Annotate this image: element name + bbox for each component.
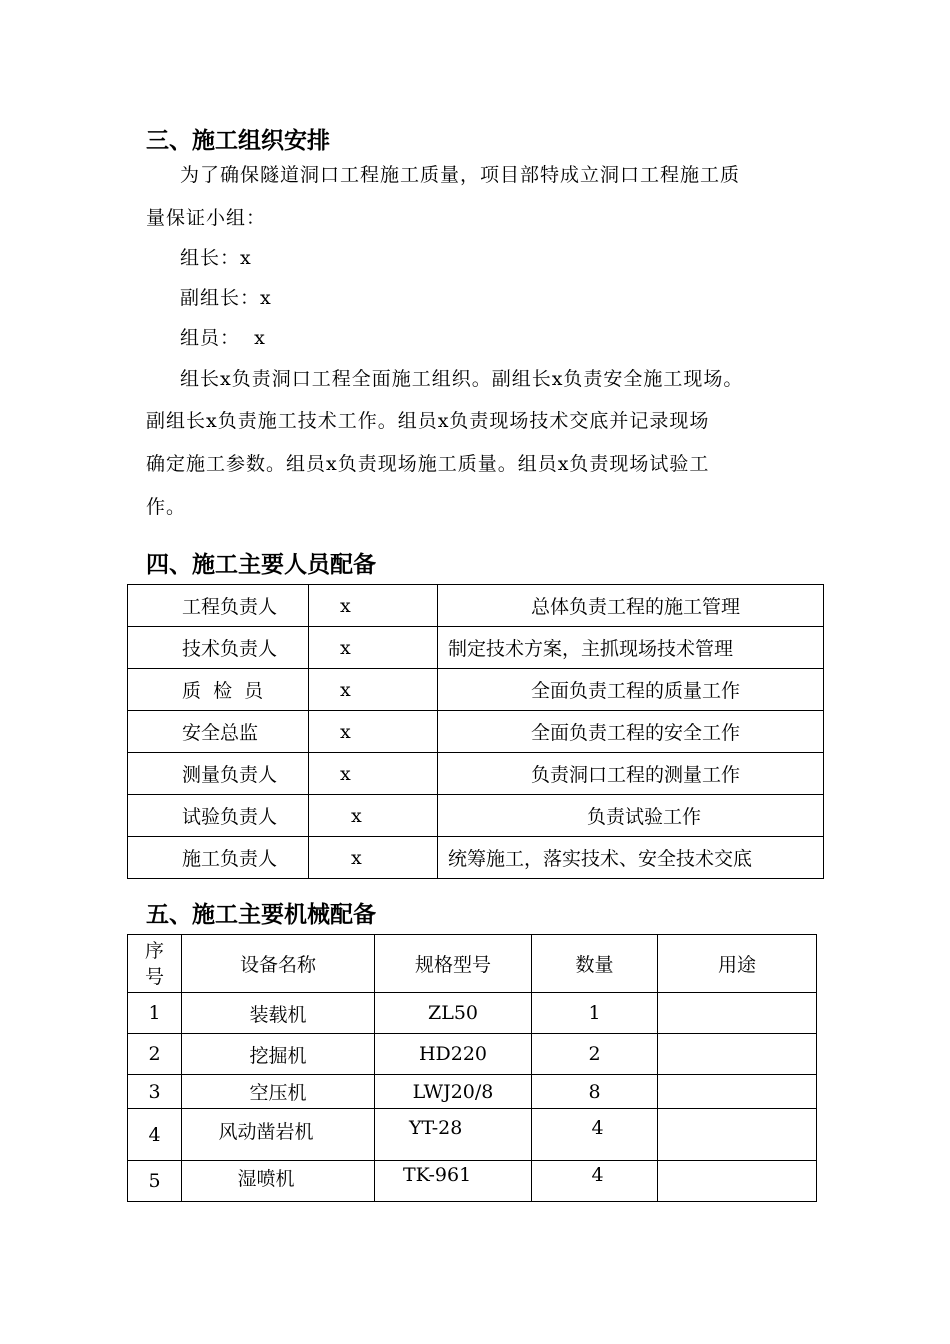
staff-name: x <box>309 753 438 795</box>
machine-model: LWJ20/8 <box>375 1075 532 1109</box>
machine-no: 2 <box>128 1034 182 1075</box>
machine-model: ZL50 <box>375 993 532 1034</box>
machine-model: HD220 <box>375 1034 532 1075</box>
header-use: 用途 <box>658 935 817 993</box>
deputy-line: 副组长：x <box>180 287 272 309</box>
table-row <box>128 795 824 837</box>
header-no-line-2: 号 <box>144 965 164 988</box>
machine-no: 3 <box>128 1075 182 1109</box>
machinery-table <box>127 934 817 1202</box>
table-row <box>128 1034 817 1075</box>
table-row <box>128 837 824 879</box>
machine-name: 风动凿岩机 <box>182 1109 375 1161</box>
staff-table <box>127 584 824 879</box>
machine-qty: 4 <box>532 1161 658 1202</box>
staff-role: 试验负责人 <box>128 795 309 837</box>
duty-line-2: 副组长x负责施工技术工作。组员x负责现场技术交底并记录现场 <box>146 410 710 432</box>
header-model: 规格型号 <box>375 935 532 993</box>
table-header-row <box>128 935 817 993</box>
machine-qty: 2 <box>532 1034 658 1075</box>
table-row <box>128 669 824 711</box>
staff-role: 测量负责人 <box>128 753 309 795</box>
staff-name: x <box>309 711 438 753</box>
machine-no: 5 <box>128 1161 182 1202</box>
machine-no: 1 <box>128 993 182 1034</box>
machine-name: 装载机 <box>182 993 375 1034</box>
staff-duty: 全面负责工程的质量工作 <box>438 669 824 711</box>
machine-qty: 1 <box>532 993 658 1034</box>
machine-use <box>658 1075 817 1109</box>
intro-line-1: 为了确保隧道洞口工程施工质量，项目部特成立洞口工程施工质 <box>180 164 741 186</box>
section-3-title: 三、施工组织安排 <box>146 128 330 154</box>
header-no-line-1: 序 <box>144 939 164 962</box>
table-row <box>128 993 817 1034</box>
staff-duty: 制定技术方案，主抓现场技术管理 <box>438 627 824 669</box>
staff-duty: 统筹施工，落实技术、安全技术交底 <box>438 837 824 879</box>
staff-role: 工程负责人 <box>128 585 309 627</box>
table-row <box>128 627 824 669</box>
staff-role: 施工负责人 <box>128 837 309 879</box>
intro-line-2: 量保证小组： <box>146 207 267 229</box>
staff-duty: 总体负责工程的施工管理 <box>438 585 824 627</box>
header-qty: 数量 <box>532 935 658 993</box>
table-row <box>128 1075 817 1109</box>
leader-line: 组长：x <box>180 247 252 269</box>
machine-use <box>658 1034 817 1075</box>
staff-role: 质 检 员 <box>128 669 309 711</box>
machine-use <box>658 1161 817 1202</box>
staff-name: x <box>309 627 438 669</box>
duty-line-1: 组长x负责洞口工程全面施工组织。副组长x负责安全施工现场。 <box>180 368 744 390</box>
staff-name: x <box>309 669 438 711</box>
staff-role: 安全总监 <box>128 711 309 753</box>
header-no <box>128 935 182 993</box>
machine-name: 空压机 <box>182 1075 375 1109</box>
section-5-title: 五、施工主要机械配备 <box>146 902 376 928</box>
member-line: 组员： x <box>180 327 266 349</box>
machine-name: 湿喷机 <box>182 1161 375 1202</box>
staff-name: x <box>309 585 438 627</box>
table-row <box>128 711 824 753</box>
table-row <box>128 585 824 627</box>
duty-line-4: 作。 <box>146 496 187 518</box>
machine-qty: 8 <box>532 1075 658 1109</box>
machine-qty: 4 <box>532 1109 658 1161</box>
staff-name: x <box>309 837 438 879</box>
header-name: 设备名称 <box>182 935 375 993</box>
table-row <box>128 1161 817 1202</box>
machine-no: 4 <box>128 1109 182 1161</box>
machine-use <box>658 1109 817 1161</box>
staff-name: x <box>309 795 438 837</box>
machine-name: 挖掘机 <box>182 1034 375 1075</box>
duty-line-3: 确定施工参数。组员x负责现场施工质量。组员x负责现场试验工 <box>146 453 710 475</box>
machine-use <box>658 993 817 1034</box>
staff-duty: 负责洞口工程的测量工作 <box>438 753 824 795</box>
section-4-title: 四、施工主要人员配备 <box>146 552 376 578</box>
table-row <box>128 1109 817 1161</box>
machine-model: YT-28 <box>375 1109 532 1161</box>
machine-model: TK-961 <box>375 1161 532 1202</box>
staff-duty: 全面负责工程的安全工作 <box>438 711 824 753</box>
staff-role: 技术负责人 <box>128 627 309 669</box>
staff-duty: 负责试验工作 <box>438 795 824 837</box>
table-row <box>128 753 824 795</box>
